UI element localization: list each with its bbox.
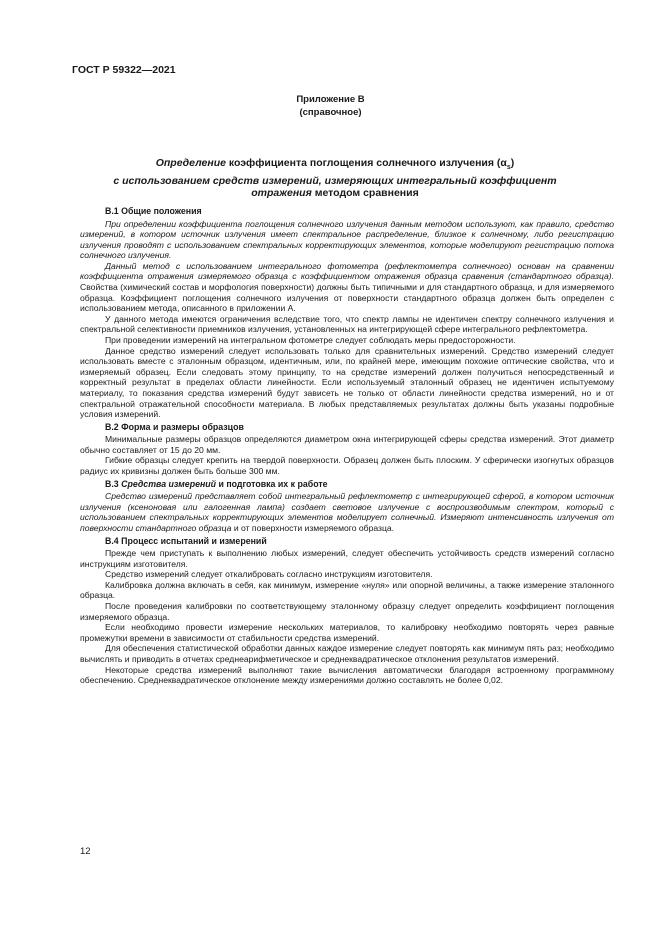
paragraph: Для обеспечения статистической обработки данных каждое измерение следует повторять как минимум пять раз; необходимо вычислять и приводить в отчетах среднеарифметическое и среднеквадратическое отклонения результатов измерений. (80, 643, 614, 664)
section-heading-b3 (80, 479, 614, 491)
title-italic-word-2: отражения (251, 187, 312, 200)
title-text-3: методом сравнения (311, 187, 419, 200)
paragraph: Некоторые средства измерений выполняют такие вычисления автоматически благодаря встроенному программному обеспечению. Среднеквадратическое отклонение между измерениями должно составлять не более 0,02. (80, 664, 614, 686)
title-subscript: s (506, 164, 511, 172)
paragraph (80, 491, 614, 533)
title-text: коэффициента поглощения солнечного излучения (α (225, 157, 507, 169)
section-heading-b2: В.2 Форма и размеры образцов (105, 421, 244, 432)
heading-italic-part: Средства измерений (121, 478, 217, 489)
paragraph: Прежде чем приступать к выполнению любых измерений, следует обеспечить устойчивость средств измерений согласно инструкциям изготовителя. (80, 548, 614, 569)
paragraph-italic-part: Данный метод с использованием интегрального фотометра (рефлектометра солнечного) основан на сравнении коэффициента отражения измеряемого образца с коэффициентом отражения образца сравнения (стандартного образца). (80, 260, 614, 282)
paragraph-text-part: Свойства (химический состав и морфология поверхности) должны быть типичными и для стандартного образца, и для измеряемого образца. Коэффициент поглощения солнечного излучения от поверхности стандартного образца должен быть определен с использованием метода, описанного в приложении А. (80, 282, 614, 314)
paragraph: Калибровка должна включать в себя, как минимум, измерение «нуля» или опорной величины, а также измерение эталонного образца. (80, 579, 614, 601)
paragraph-italic-part: Средство измерений представляет собой интегральный рефлектометр с интегрирующей сферой, в котором источник излучения (ксеноновая или галогенная лампа) создает световое излучение с воспроизводимым спектром, который с использованием спектральных корректирующих элементов моделирует солнечный. Измеряют интенсивность излучения от поверхности стандартного образца (80, 491, 614, 533)
paragraph: При определении коэффициента поглощения солнечного излучения данным методом используют, как правило, средство измерений, в котором источник излучения имеет спектральное распределение, близкое к солнечному, либо регистрацию излучения проводят с использованием спектральных корректирующих элементов, которые моделируют регистрацию потока солнечного излучения. (80, 218, 614, 261)
paragraph: Если необходимо провести измерение нескольких материалов, то калибровку необходимо повторять через равные промежутки времени в зависимости от стабильности средства измерений. (80, 622, 614, 643)
paragraph: Средство измерений следует откалибровать согласно инструкциям изготовителя. (105, 569, 433, 580)
paragraph: Гибкие образцы следует крепить на твердой поверхности. Образец должен быть плоским. У сферически изогнутых образцов радиус их кривизны должен быть больше 300 мм. (80, 455, 614, 477)
paragraph: Данное средство измерений следует использовать только для сравнительных измерений. Средство измерений следует использовать вместе с эталонным образцом, идентичным, или, по крайней мере, имеющим похожие оптические свойства, что и измеряемый образец. Если следовать этому принципу, то на средстве измерений должен получиться непосредственный и корректный результат в пределах области линейности. Если используемый эталонный образец не идентичен испытуемому материалу, то показания средства измерений будут зависеть не только от области линейности средства измерений, но и от спектральной отражательной способности материала. В любых представляемых результатах должны быть указаны подробные условия измерений. (80, 345, 614, 420)
paragraph: При проведении измерений на интегральном фотометре следует соблюдать меры предосторожности. (105, 335, 516, 346)
paragraph (80, 261, 614, 314)
paragraph: После проведения калибровки по соответствующему эталонному образцу следует определить коэффициент поглощения измеряемого образца. (80, 601, 614, 622)
title-line-2: с использованием средств измерений, измеряющих интегральный коэффициент (113, 174, 557, 187)
document-body (80, 204, 614, 686)
title-italic-word: Определение (155, 157, 226, 169)
appendix-note: (справочное) (299, 107, 362, 118)
appendix-heading (0, 93, 661, 119)
paragraph: У данного метода имеются ограничения вследствие того, что спектр лампы не идентичен спектру солнечного излучения и спектральной селективности приемников излучения, установленных на интегрирующей сфере интегрального рефлектометра. (80, 313, 614, 335)
heading-number: В.3 (105, 478, 122, 489)
paragraph: Минимальные размеры образцов определяются диаметром окна интегрирующей сферы средства измерений. Этот диаметр обычно составляет от 15 до 20 мм. (80, 434, 614, 455)
title-line-3 (90, 187, 580, 200)
paragraph-text-part: и от поверхности измеряемого образца. (231, 522, 395, 533)
section-heading-b1: В.1 Общие положения (105, 206, 202, 216)
title-text-end: ) (510, 157, 515, 169)
document-title (90, 157, 580, 200)
section-heading-b4: В.4 Процесс испытаний и измерений (105, 535, 267, 546)
appendix-title: Приложение В (296, 94, 365, 105)
title-line-1 (90, 157, 580, 175)
standard-header: ГОСТ Р 59322—2021 (72, 64, 176, 76)
heading-text-part: и подготовка их к работе (216, 478, 328, 489)
page-number: 12 (80, 846, 91, 857)
